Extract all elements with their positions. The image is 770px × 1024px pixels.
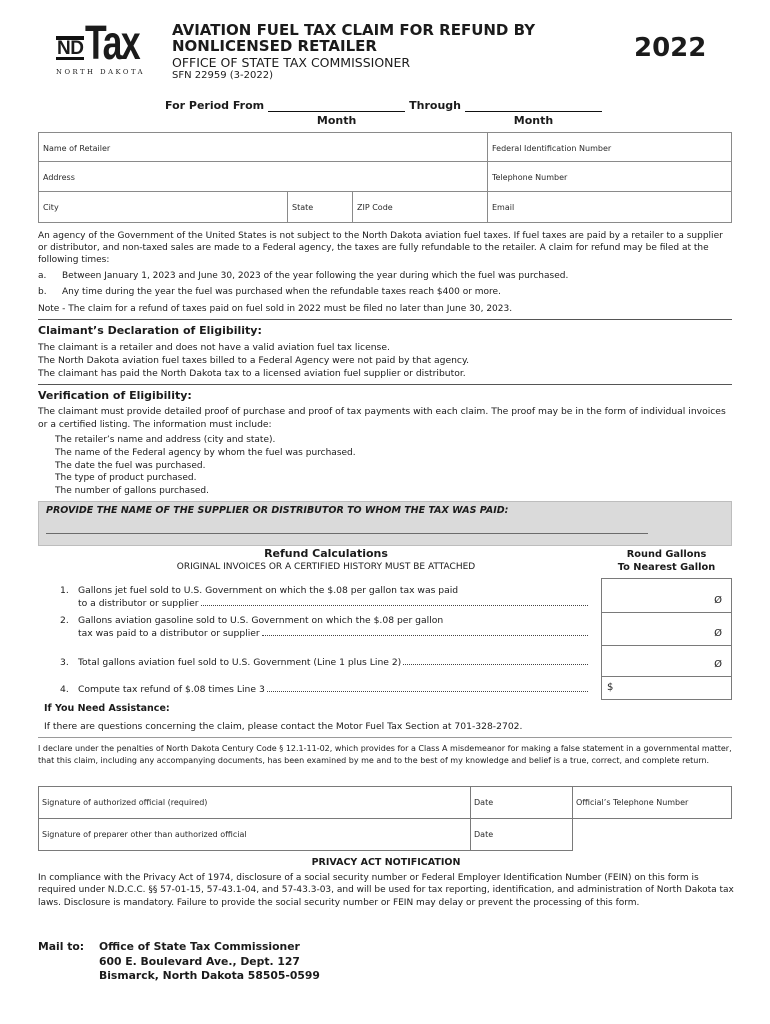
period-row	[165, 100, 602, 127]
line-2-gallons-field[interactable]	[602, 613, 731, 646]
refund-subtitle: ORIGINAL INVOICES OR A CERTIFIED HISTORY MUST BE ATTACHED	[176, 562, 476, 572]
nd-tax-logo	[56, 17, 152, 76]
line-2-description-cont: tax was paid to a distributor or supplier	[78, 628, 260, 639]
address-label: Address	[43, 173, 75, 182]
dot-leader	[262, 635, 588, 636]
retailer-info-grid	[38, 132, 732, 223]
period-through-month-label: Month	[513, 114, 554, 127]
list-item: The date the fuel was purchased.	[55, 460, 206, 471]
authorized-date-label: Date	[474, 798, 494, 807]
penalty-statement: I declare under the penalties of North Dakota Century Code § 12.1-11-02, which provides for a Class A misdemeanor for making a false statement in a governmental matter, that this claim, including any accompanying documents, has been examined by me and to the best of my knowledge and belief is a true, correct, and complete return.	[38, 744, 732, 765]
intro-paragraph: An agency of the Government of the United States is not subject to the North Dakota aviation fuel taxes. If fuel taxes are paid by a retailer to a supplier or distributor, and non-taxed sales are made to a Federal agency, the taxes are fully refundable to the retailer. A claim for refund may be filed at the following times:	[38, 231, 723, 265]
filing-deadline-note: Note - The claim for a refund of taxes paid on fuel sold in 2022 must be filed no later than June 30, 2023.	[38, 304, 513, 314]
mailing-address	[99, 940, 320, 984]
line-body	[78, 683, 588, 696]
fein-field[interactable]	[488, 133, 731, 161]
logo-abbr: ND	[57, 38, 84, 59]
refund-line-1	[60, 584, 588, 610]
fein-label: Federal Identification Number	[492, 144, 612, 153]
retailer-name-label: Name of Retailer	[43, 144, 111, 153]
line-body	[78, 656, 588, 669]
line-4-leader-row	[78, 683, 588, 696]
line-2-leader-row	[78, 627, 588, 640]
list-item: The retailer’s name and address (city and state).	[55, 435, 276, 445]
form-title-block	[172, 22, 535, 82]
line-number: 3.	[60, 657, 69, 668]
line-number: 2.	[60, 615, 69, 626]
official-telephone-label: Official’s Telephone Number	[576, 798, 689, 807]
line-1-description: Gallons jet fuel sold to U.S. Government on which the $.08 per gallon tax was paid	[78, 585, 459, 596]
period-from-field[interactable]	[268, 100, 405, 112]
declaration-item: The claimant is a retailer and does not have a valid aviation fuel tax license.	[38, 342, 390, 353]
gallons-column	[601, 578, 732, 700]
refund-title: Refund Calculations	[264, 547, 388, 560]
form-title-line-2: NONLICENSED RETAILER	[172, 37, 377, 55]
refund-line-3	[60, 656, 588, 669]
verification-paragraph: The claimant must provide detailed proof of purchase and proof of tax payments with each claim. The proof may be in the form of individual invoices or a certified listing. The information must include:	[38, 406, 726, 430]
logo-word: Tax	[85, 17, 140, 70]
line-1-description-cont: to a distributor or supplier	[78, 598, 199, 609]
line-1-gallons-field[interactable]	[602, 579, 731, 613]
form-title-line-1: AVIATION FUEL TAX CLAIM FOR REFUND BY	[172, 21, 536, 39]
time-a-marker: a.	[38, 271, 47, 281]
line-4-refund-field[interactable]	[602, 677, 731, 699]
authorized-date-field[interactable]	[470, 786, 573, 819]
privacy-paragraph: In compliance with the Privacy Act of 1974, disclosure of a social security number or Federal Employer Identification Number (FEIN) on this form is required under N.D.C.C. §§ 57-01-15, 57-43.1-04, and 57-43.3-03, and will be used for tax reporting, identification, and administration of North Dakota tax laws. Disclosure is mandatory. Failure to provide the social security number or FEIN may delay or prevent the processing of this form.	[38, 873, 734, 908]
line-2-description: Gallons aviation gasoline sold to U.S. Government on which the $.08 per gallon	[78, 615, 444, 626]
email-field[interactable]	[488, 192, 731, 222]
dot-leader	[267, 691, 588, 692]
telephone-field[interactable]	[488, 162, 731, 191]
grid-row	[39, 133, 731, 161]
declaration-item: The claimant has paid the North Dakota tax to a licensed aviation fuel supplier or distributor.	[38, 368, 466, 379]
zip-code-label: ZIP Code	[357, 203, 393, 212]
currency-symbol: $	[607, 682, 614, 693]
office-name: OFFICE OF STATE TAX COMMISSIONER	[172, 55, 411, 70]
period-from-month-label: Month	[316, 114, 357, 127]
line-1-gallons-value: Ø	[714, 595, 722, 606]
time-a-text: Between January 1, 2023 and June 30, 2023 of the year following the year during which the fuel was purchased.	[62, 271, 569, 281]
line-2-gallons-value: Ø	[714, 628, 722, 639]
time-b-text: Any time during the year the fuel was purchased when the refundable taxes reach $400 or more.	[62, 287, 501, 297]
line-number: 4.	[60, 684, 69, 695]
grid-row	[39, 161, 731, 191]
section-divider	[38, 737, 732, 738]
mail-to-label: Mail to:	[38, 940, 85, 953]
line-body	[78, 584, 588, 610]
official-telephone-field[interactable]	[572, 786, 732, 819]
gallons-header-line-2: To Nearest Gallon	[617, 562, 716, 573]
preparer-date-label: Date	[474, 830, 494, 839]
authorized-signature-field[interactable]	[38, 786, 471, 819]
period-through-field[interactable]	[465, 100, 602, 112]
city-field[interactable]	[39, 192, 288, 222]
verification-list	[55, 434, 356, 498]
declaration-heading: Claimant’s Declaration of Eligibility:	[38, 324, 262, 337]
state-field[interactable]	[288, 192, 353, 222]
supplier-name-field[interactable]	[46, 519, 648, 534]
privacy-heading: PRIVACY ACT NOTIFICATION	[311, 857, 461, 868]
line-3-leader-row	[78, 656, 588, 669]
period-through-label: Through	[409, 99, 461, 112]
assistance-heading: If You Need Assistance:	[44, 703, 170, 714]
dot-leader	[403, 664, 588, 665]
form-number: SFN 22959 (3-2022)	[172, 70, 273, 81]
period-from-group	[268, 100, 405, 127]
mailing-address-line: 600 E. Boulevard Ave., Dept. 127	[99, 954, 300, 968]
line-3-description: Total gallons aviation fuel sold to U.S. Government (Line 1 plus Line 2)	[78, 657, 402, 668]
line-body	[78, 614, 588, 640]
line-3-gallons-value: Ø	[714, 659, 722, 670]
email-label: Email	[492, 203, 515, 212]
retailer-name-field[interactable]	[39, 133, 488, 161]
period-from-label: For Period From	[165, 99, 265, 112]
form-year: 2022	[634, 33, 707, 63]
state-label: State	[292, 203, 314, 212]
line-number: 1.	[60, 585, 69, 596]
refund-line-2	[60, 614, 588, 640]
telephone-label: Telephone Number	[492, 173, 568, 182]
preparer-date-field[interactable]	[470, 818, 573, 851]
list-item: The number of gallons purchased.	[55, 486, 209, 496]
preparer-signature-field[interactable]	[38, 818, 471, 851]
section-divider	[38, 319, 732, 320]
time-b-marker: b.	[38, 287, 47, 297]
grid-row	[39, 191, 731, 222]
line-4-description: Compute tax refund of $.08 times Line 3	[78, 684, 265, 695]
mailing-address-line: Office of State Tax Commissioner	[99, 940, 300, 953]
address-field[interactable]	[39, 162, 488, 191]
mailing-address-line: Bismarck, North Dakota 58505-0599	[99, 969, 320, 982]
list-item: The type of product purchased.	[55, 473, 197, 484]
section-divider	[38, 384, 732, 385]
gallons-column-header	[601, 548, 732, 574]
period-through-group	[465, 100, 602, 127]
city-label: City	[43, 203, 59, 212]
list-item: The name of the Federal agency by whom the fuel was purchased.	[55, 447, 356, 458]
assistance-text: If there are questions concerning the claim, please contact the Motor Fuel Tax Section at 701-328-2702.	[44, 721, 523, 732]
line-3-gallons-field[interactable]	[602, 646, 731, 677]
verification-heading: Verification of Eligibility:	[38, 389, 192, 402]
declaration-item: The North Dakota aviation fuel taxes billed to a Federal Agency were not paid by that agency.	[38, 355, 470, 366]
line-1-leader-row	[78, 597, 588, 610]
dot-leader	[201, 605, 588, 606]
supplier-prompt: PROVIDE THE NAME OF THE SUPPLIER OR DISTRIBUTOR TO WHOM THE TAX WAS PAID:	[46, 505, 509, 516]
authorized-signature-label: Signature of authorized official (required)	[42, 798, 208, 807]
logo-mark	[56, 17, 152, 70]
zip-code-field[interactable]	[353, 192, 488, 222]
preparer-signature-label: Signature of preparer other than authorized official	[42, 830, 247, 839]
logo-state: NORTH DAKOTA	[56, 68, 146, 76]
refund-line-4	[60, 683, 588, 696]
gallons-header-line-1: Round Gallons	[626, 549, 707, 560]
